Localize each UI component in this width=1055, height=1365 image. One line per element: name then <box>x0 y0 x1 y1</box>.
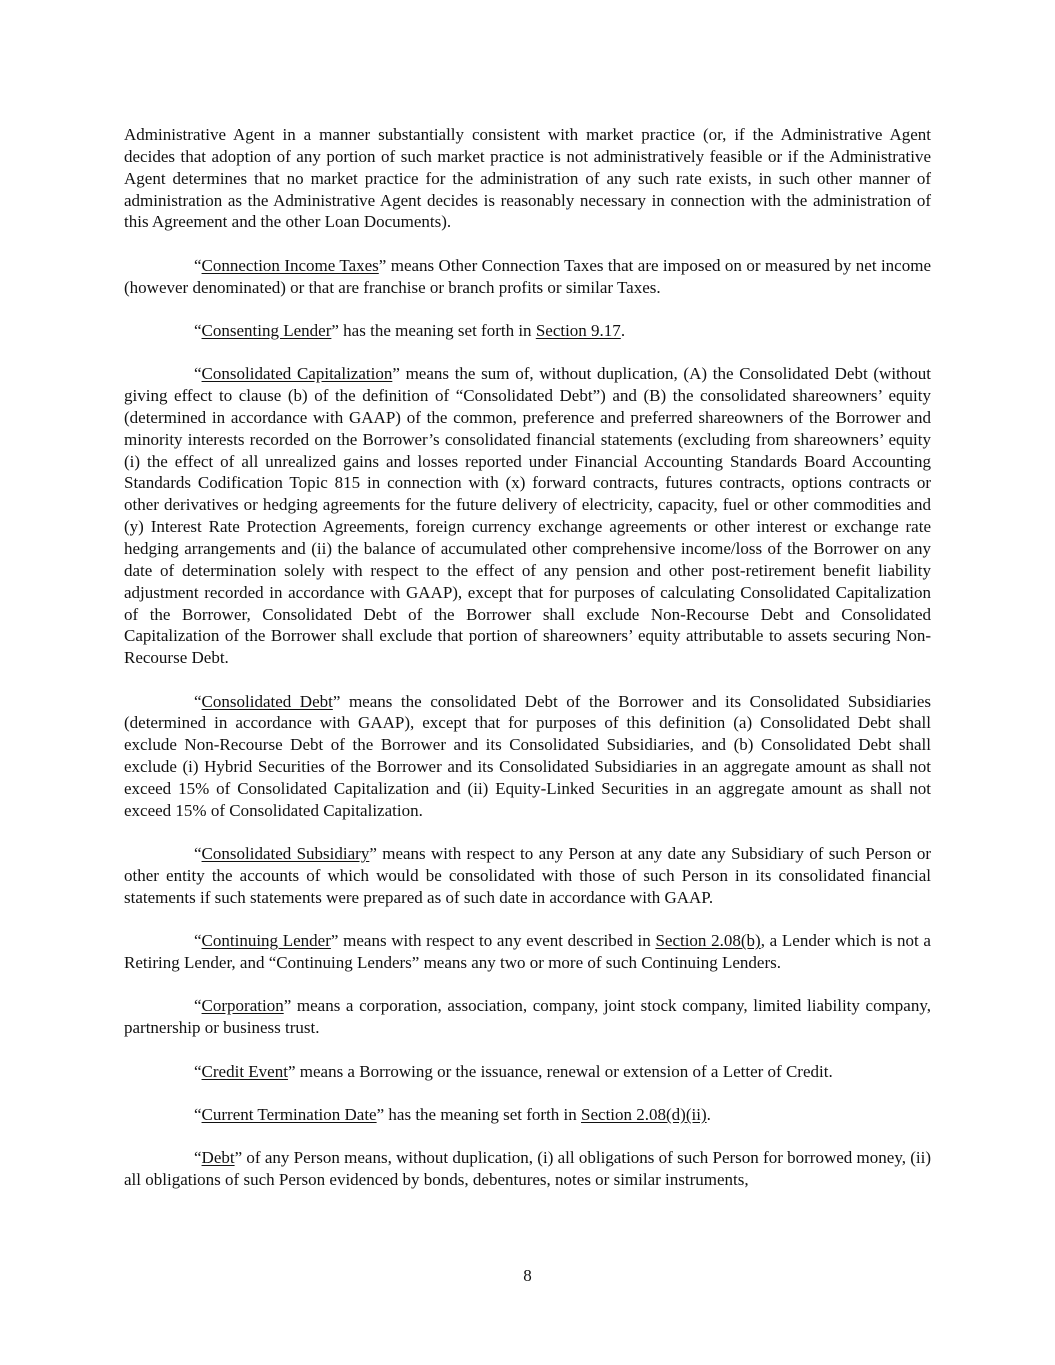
defined-term: Corporation <box>201 996 284 1016</box>
open-quote: “ <box>194 844 202 864</box>
defined-term: Consolidated Capitalization <box>201 364 393 384</box>
definition-text: ” means a corporation, association, company, joint stock company, limited liability company, partnership or business trust. <box>124 996 931 1038</box>
definition-text: ” means Other Connection Taxes that are imposed on or measured by net income (however denominated) or that are franchise or branch profits or similar Taxes. <box>124 255 931 297</box>
paragraph-text: Administrative Agent in a manner substantially consistent with market practice (or, if the Administrative Agent decides that adoption of any portion of such market practice is not administratively feasible or if the Administrative Agent determines that no market practice for the administration of any such rate exists, in such other manner of administration as the Administrative Agent decides is reasonably necessary in connection with the administration of this Agreement and the other Loan Documents). <box>124 125 931 232</box>
section-reference: Section 9.17 <box>535 320 621 340</box>
defined-term: Consolidated Debt <box>201 691 333 711</box>
definition-text: , a Lender which is not a Retiring Lender, and “Continuing Lenders” means any two or more of such Continuing Lenders. <box>124 931 931 972</box>
definition-text: ” has the meaning set forth in <box>331 320 536 340</box>
definition-debt <box>124 1147 931 1191</box>
definition-text: ” means with respect to any Person at any date any Subsidiary of such Person or other entity the accounts of which would be consolidated with those of such Person in its consolidated financial statements if such statements were prepared as of such date in accordance with GAAP. <box>124 844 931 907</box>
definition-text: ” has the meaning set forth in <box>376 1104 582 1124</box>
open-quote: “ <box>194 364 202 384</box>
definition-current-termination-date <box>124 1104 931 1126</box>
defined-term: Consenting Lender <box>201 320 332 340</box>
open-quote: “ <box>194 996 202 1016</box>
page-number: 8 <box>523 1266 532 1285</box>
definition-consenting-lender <box>124 320 931 342</box>
section-reference: Section 2.08(d)(ii) <box>581 1104 707 1124</box>
definition-corporation <box>124 995 931 1039</box>
definition-text: ” means the sum of, without duplication, (A) the Consolidated Debt (without giving effect to clause (b) of the definition of “Consolidated Debt”) and (B) the consolidated shareowners’ equity (determined in accordance with GAAP) of the common, preference and preferred shareowners of the Borrower and minority interests recorded on the Borrower’s consolidated financial statements (excluding from shareowners’ equity (i) the effect of all unrealized gains and losses reported under Financial Accounting Standards Board Accounting Standards Codification Topic 815 in connection with (x) forward contracts, futures contracts, options contracts or other derivatives or hedging agreements for the future delivery of electricity, capacity, fuel or other commodities and (y) Interest Rate Protection Agreements, foreign currency exchange agreements or other interest or exchange rate hedging arrangements and (ii) the balance of accumulated other comprehensive income/loss of the Borrower on any date of determination solely with respect to the effect of any pension and other post-retirement benefit liability adjustment recorded in accordance with GAAP), except that for purposes of calculating Consolidated Capitalization of the Borrower, Consolidated Debt of the Borrower shall exclude Non-Recourse Debt and Consolidated Capitalization of the Borrower shall exclude that portion of shareowners’ equity attributable to assets securing Non-Recourse Debt. <box>124 364 931 668</box>
open-quote: “ <box>194 1104 202 1124</box>
defined-term: Debt <box>201 1148 235 1168</box>
open-quote: “ <box>194 1148 202 1168</box>
defined-term: Continuing Lender <box>201 931 331 951</box>
paragraph-continuation <box>124 124 931 233</box>
defined-term: Connection Income Taxes <box>201 255 379 275</box>
definition-text: . <box>706 1104 711 1124</box>
defined-term: Credit Event <box>201 1061 288 1081</box>
definition-text: ” means with respect to any event described in <box>330 931 656 951</box>
definition-consolidated-capitalization <box>124 363 931 669</box>
open-quote: “ <box>194 320 202 340</box>
definition-continuing-lender <box>124 930 931 974</box>
definition-text: ” means a Borrowing or the issuance, renewal or extension of a Letter of Credit. <box>287 1061 833 1081</box>
defined-term: Consolidated Subsidiary <box>201 844 370 864</box>
definition-text: ” of any Person means, without duplication, (i) all obligations of such Person for borrowed money, (ii) all obligations of such Person evidenced by bonds, debentures, notes or similar instruments, <box>124 1148 931 1190</box>
document-page <box>124 124 931 1212</box>
definition-text: ” means the consolidated Debt of the Borrower and its Consolidated Subsidiaries (determined in accordance with GAAP), except that for purposes of this definition (a) Consolidated Debt shall exclude Non-Recourse Debt of the Borrower and its Consolidated Subsidiaries, and (b) Consolidated Debt shall exclude (i) Hybrid Securities of the Borrower and its Consolidated Subsidiaries in an aggregate amount as shall not exceed 15% of Consolidated Capitalization and (ii) Equity-Linked Securities in an aggregate amount as shall not exceed 15% of Consolidated Capitalization. <box>124 691 932 820</box>
open-quote: “ <box>194 255 202 275</box>
definition-consolidated-debt <box>124 691 931 822</box>
section-reference: Section 2.08(b) <box>655 931 761 951</box>
definition-consolidated-subsidiary <box>124 843 931 909</box>
open-quote: “ <box>194 691 202 711</box>
definition-credit-event <box>124 1061 931 1083</box>
definition-text: . <box>620 320 626 340</box>
open-quote: “ <box>194 931 202 951</box>
defined-term: Current Termination Date <box>201 1104 377 1124</box>
open-quote: “ <box>194 1061 202 1081</box>
definition-connection-income-taxes <box>124 255 931 299</box>
